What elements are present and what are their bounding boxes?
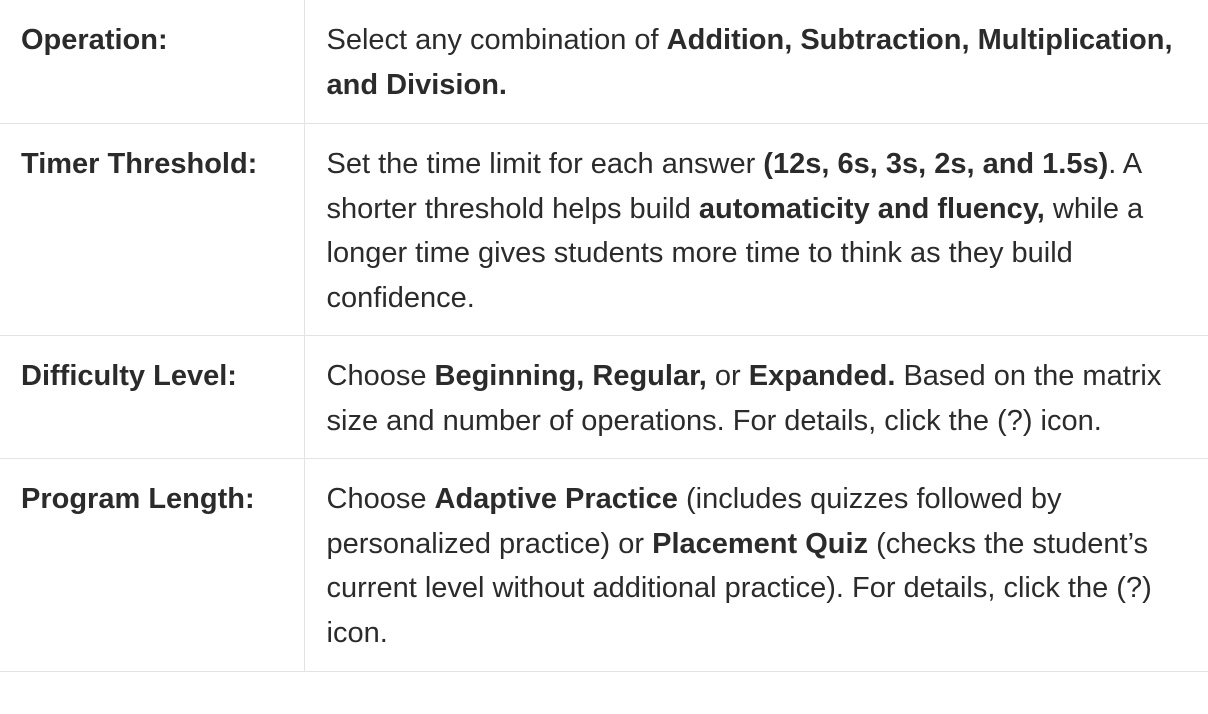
desc-text: Based on the matrix size and number of operations. For details, click the (?) icon. <box>326 360 1162 437</box>
row-description-timer-threshold <box>305 142 1208 320</box>
label-cell <box>0 336 304 459</box>
desc-text: (checks the student’s current level without additional practice). For details, click the (?) icon. <box>326 527 1152 649</box>
description-cell <box>304 0 1208 124</box>
table-row-program-length <box>0 459 1208 672</box>
label-cell <box>0 0 304 124</box>
label-cell <box>0 459 304 672</box>
row-description-operation <box>305 18 1208 107</box>
table-row-difficulty-level <box>0 336 1208 459</box>
desc-text-bold: automaticity and fluency, <box>698 192 1045 225</box>
description-cell <box>304 124 1208 336</box>
desc-text: Set the time limit for each answer <box>326 148 764 180</box>
row-label-operation: Operation: <box>21 24 168 56</box>
desc-text: (includes quizzes followed by personalized practice) or <box>326 483 1062 560</box>
row-description-program-length <box>305 477 1208 655</box>
row-description-difficulty-level <box>305 354 1208 443</box>
desc-text: or <box>706 360 749 392</box>
desc-text: Choose <box>326 360 435 392</box>
desc-text-bold: Beginning, Regular, <box>434 360 707 392</box>
desc-text-bold: Expanded. <box>748 360 896 392</box>
desc-text-bold: (12s, 6s, 3s, 2s, and 1.5s) <box>763 148 1109 180</box>
desc-text-bold: Addition, Subtraction, Multiplication, and Division. <box>326 24 1173 101</box>
desc-text: Select any combination of <box>326 24 667 56</box>
desc-text-bold: Placement Quiz <box>652 527 869 560</box>
desc-text: Choose <box>326 483 435 515</box>
row-label-difficulty-level: Difficulty Level: <box>21 360 237 392</box>
desc-text: . A shorter threshold helps build <box>326 148 1141 225</box>
row-label-program-length: Program Length: <box>21 483 255 515</box>
table-row-operation <box>0 0 1208 124</box>
desc-text: while a longer time gives students more time to think as they build confidence. <box>326 192 1144 314</box>
table-row-timer-threshold <box>0 124 1208 336</box>
description-cell <box>304 336 1208 459</box>
row-label-timer-threshold: Timer Threshold: <box>21 148 258 180</box>
desc-text-bold: Adaptive Practice <box>434 483 678 515</box>
description-cell <box>304 459 1208 672</box>
label-cell <box>0 124 304 336</box>
